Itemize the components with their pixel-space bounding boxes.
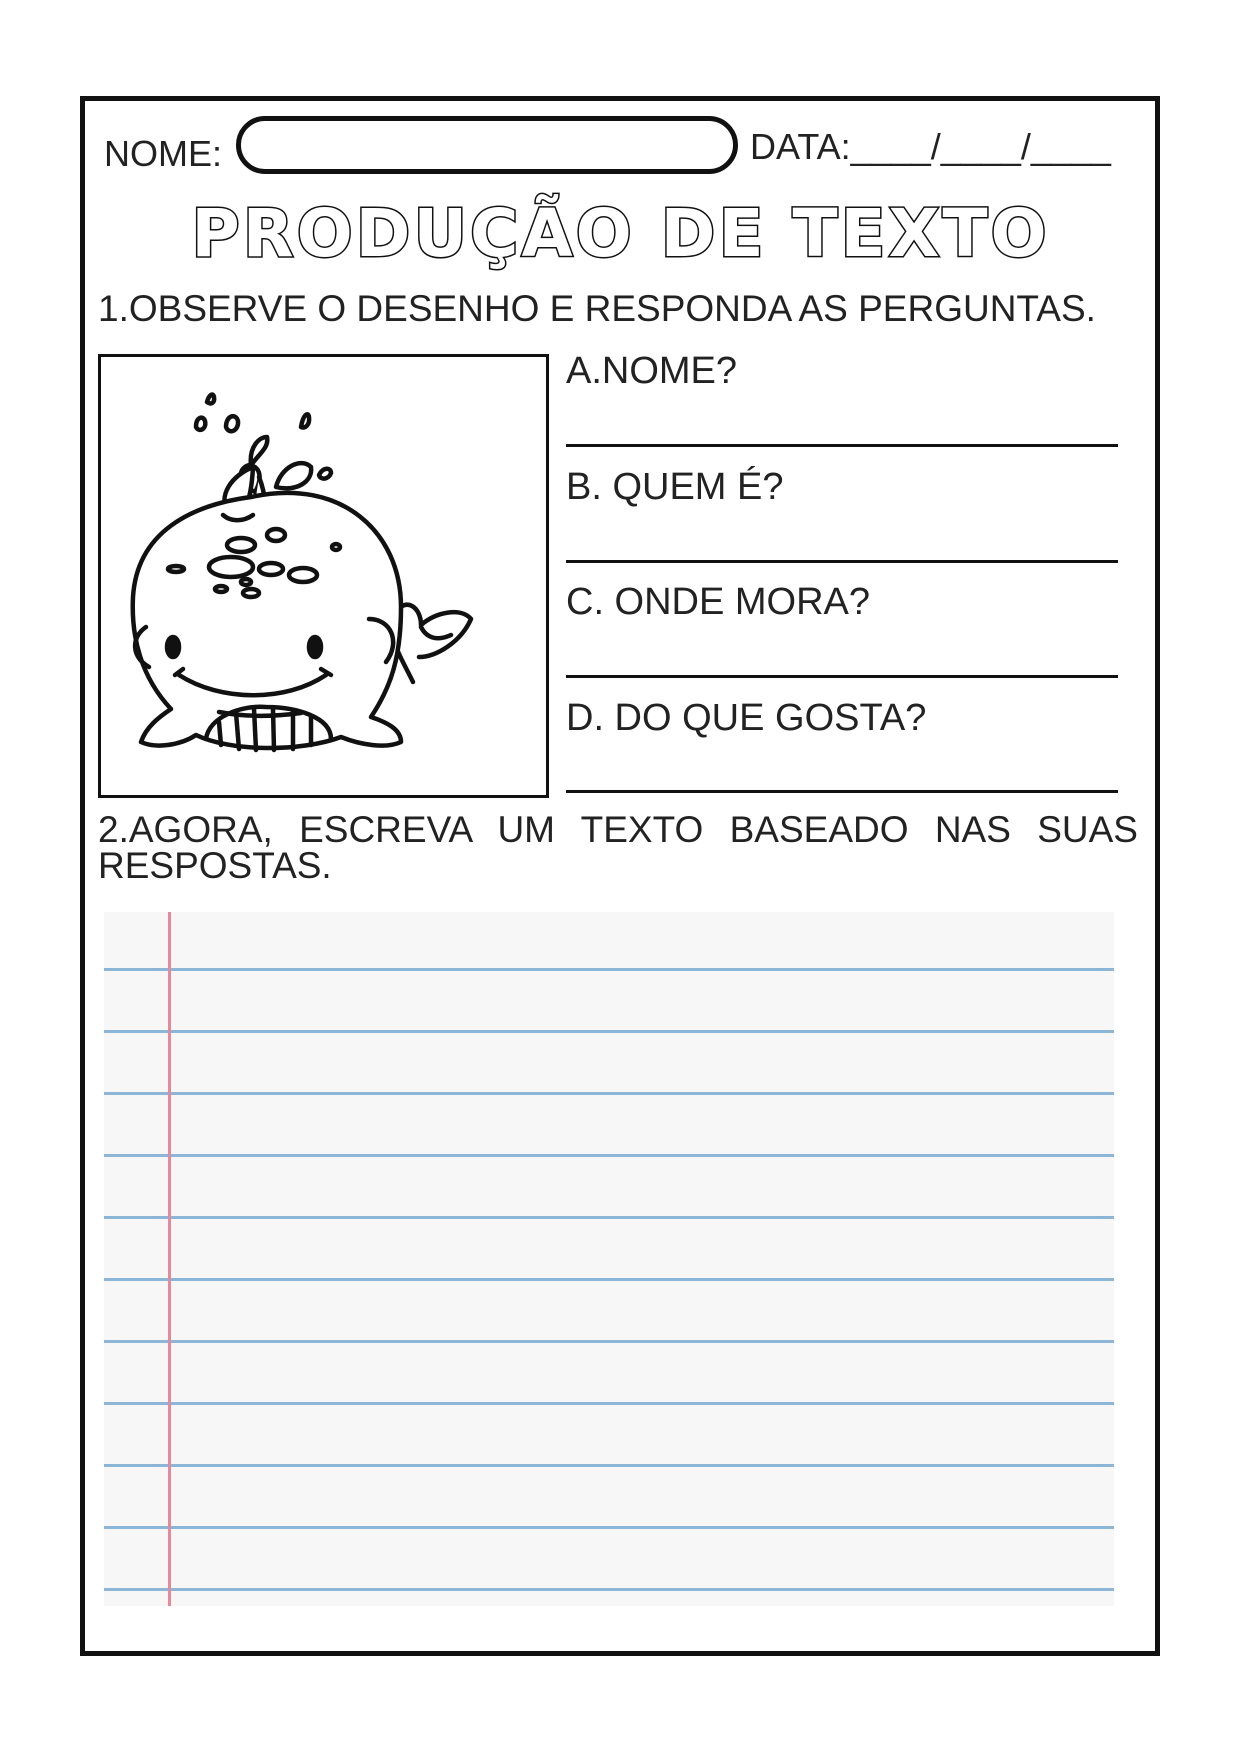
page-title: PRODUÇÃO DE TEXTO: [191, 195, 1050, 272]
question-a: A.NOME?: [566, 350, 738, 392]
margin-line: [168, 912, 171, 1606]
question-b: B. QUEM É?: [566, 466, 784, 508]
writing-line: [104, 1588, 1114, 1591]
question-c: C. ONDE MORA?: [566, 581, 871, 623]
writing-line: [104, 1030, 1114, 1033]
writing-line: [104, 1092, 1114, 1095]
writing-line: [104, 1402, 1114, 1405]
answer-line-c[interactable]: [566, 675, 1118, 678]
instruction-1: 1.OBSERVE O DESENHO E RESPONDA AS PERGUNTAS.: [98, 288, 1096, 329]
writing-line: [104, 1340, 1114, 1343]
writing-line: [104, 1154, 1114, 1157]
question-d: D. DO QUE GOSTA?: [566, 697, 927, 739]
answer-line-a[interactable]: [566, 444, 1118, 447]
whale-picture: [98, 354, 549, 798]
lined-writing-area[interactable]: [104, 912, 1114, 1606]
writing-line: [104, 1216, 1114, 1219]
answer-line-d[interactable]: [566, 790, 1118, 793]
date-label: DATA:____/____/____: [750, 126, 1111, 167]
whale-icon: [101, 357, 546, 795]
writing-line: [104, 968, 1114, 971]
answer-line-b[interactable]: [566, 560, 1118, 563]
writing-line: [104, 1526, 1114, 1529]
name-input-box[interactable]: [236, 116, 738, 174]
name-label: NOME:: [104, 133, 223, 174]
instruction-2: 2.AGORA, ESCREVA UM TEXTO BASEADO NAS SUAS RESPOSTAS.: [98, 809, 1138, 886]
writing-line: [104, 1464, 1114, 1467]
writing-line: [104, 1278, 1114, 1281]
